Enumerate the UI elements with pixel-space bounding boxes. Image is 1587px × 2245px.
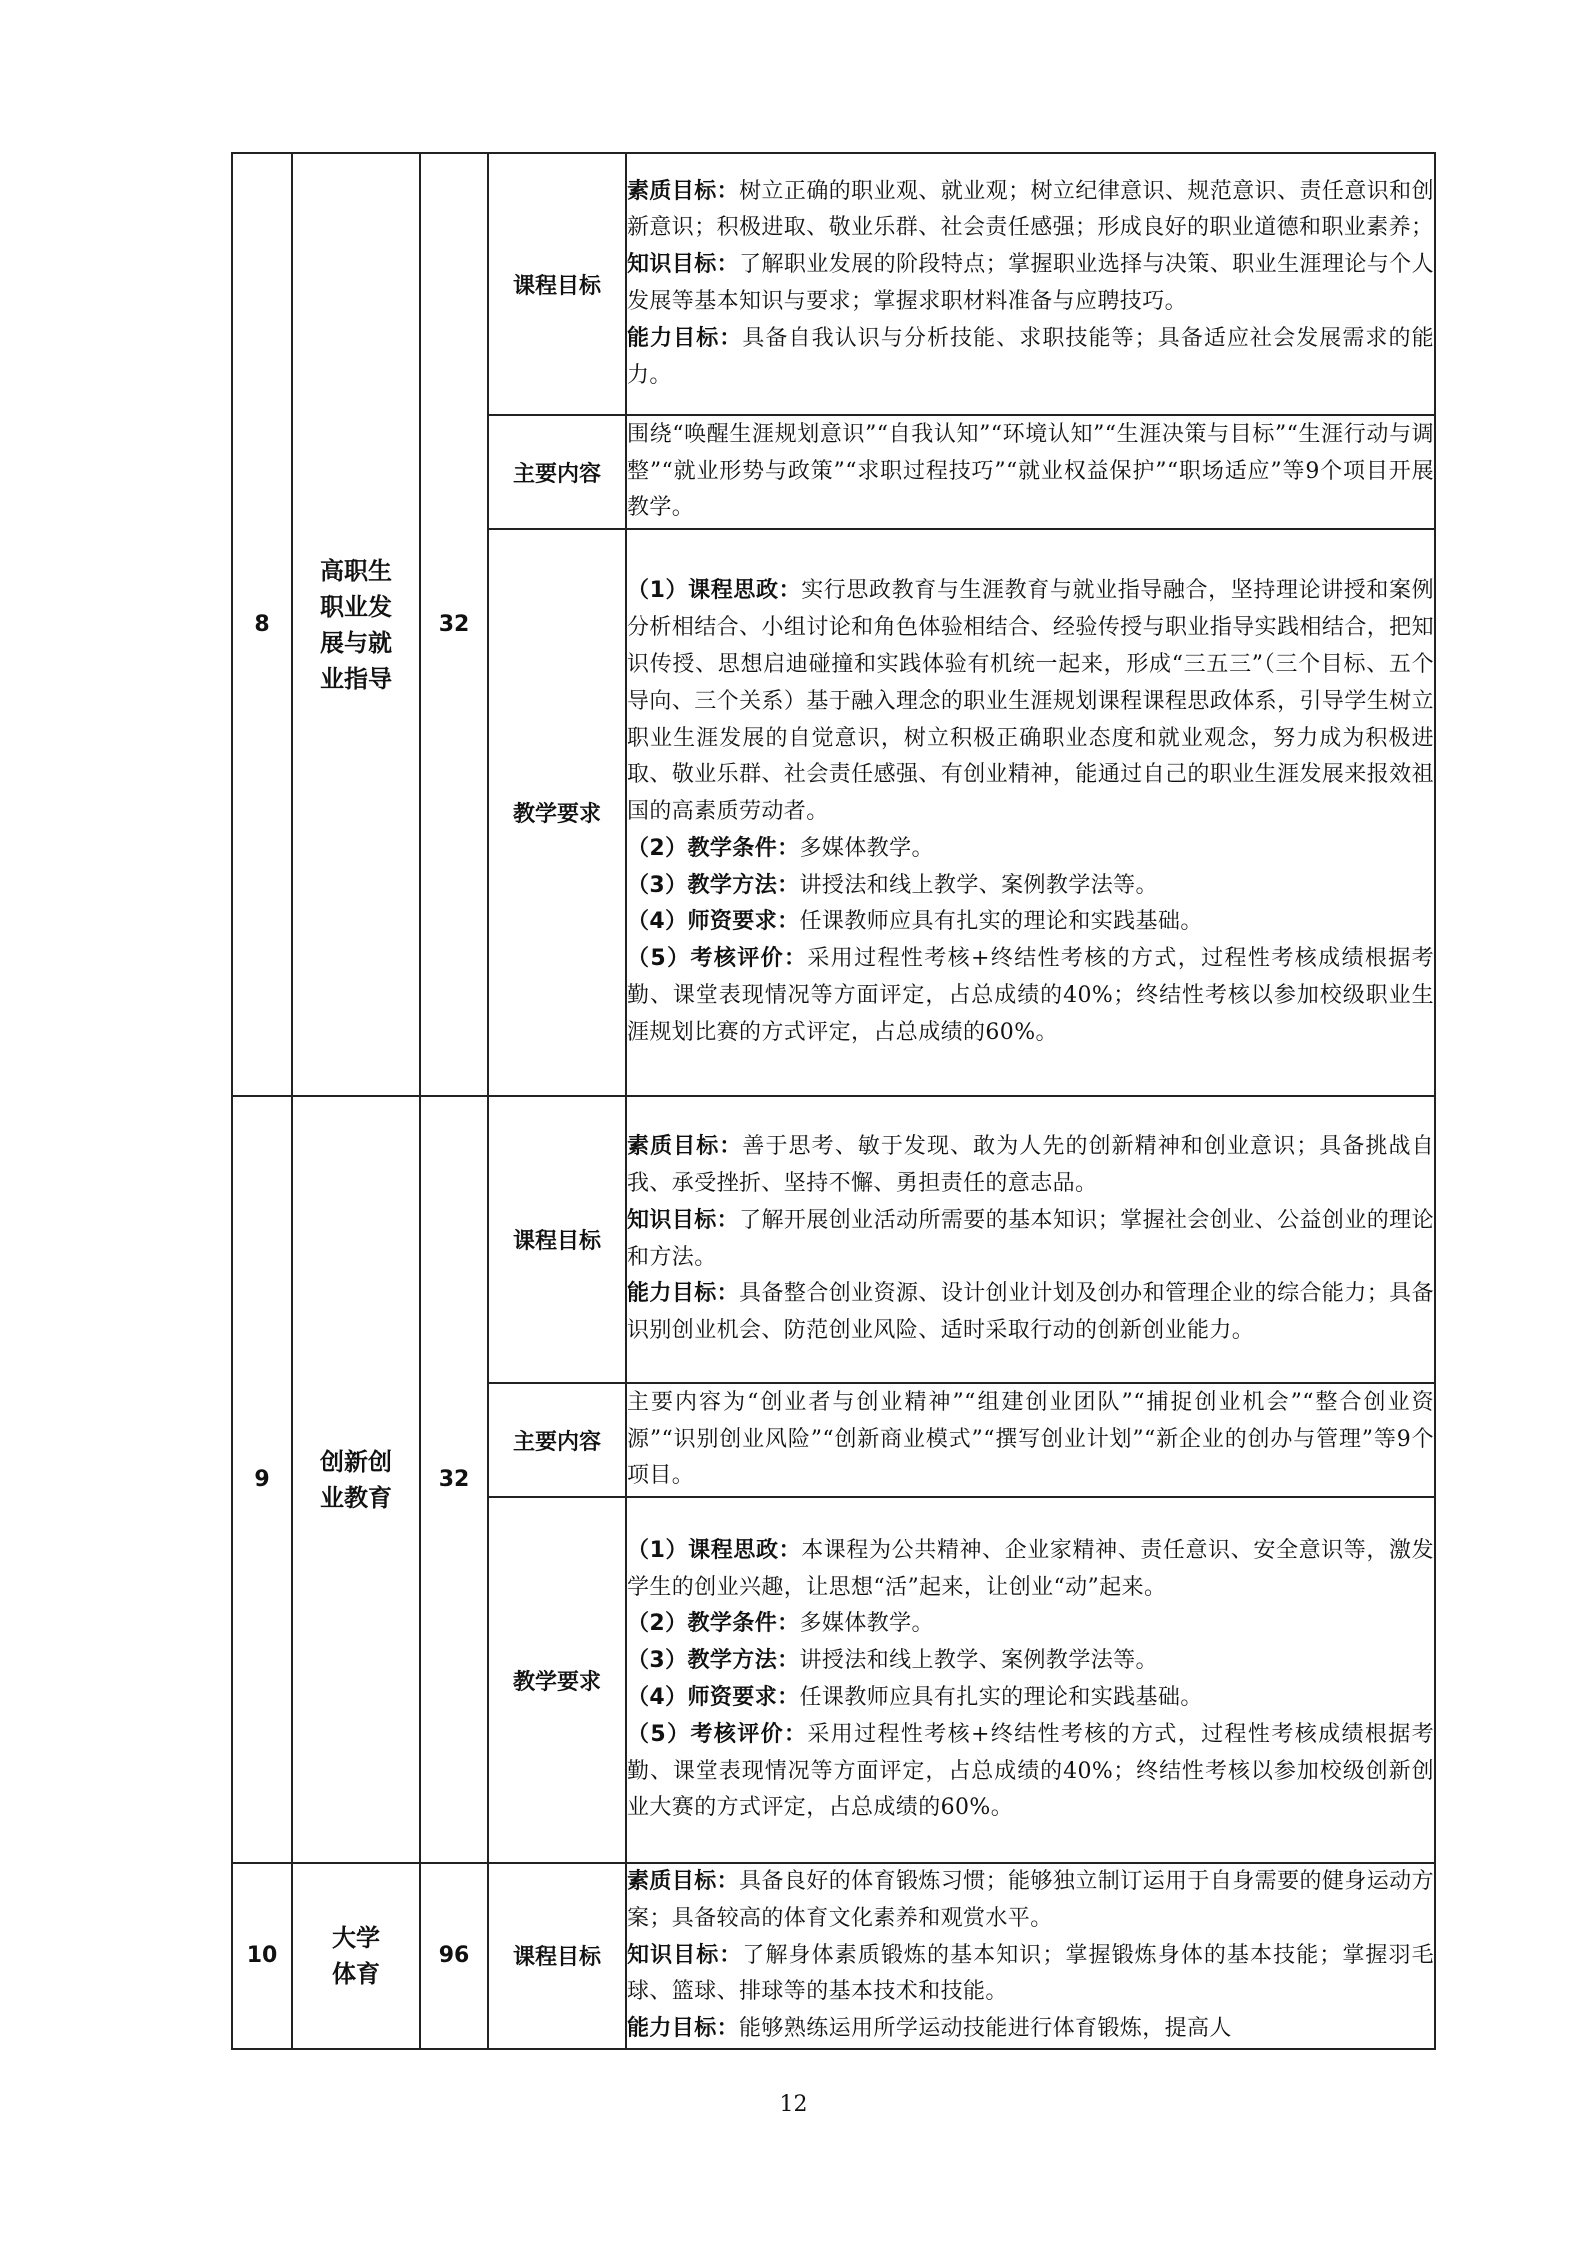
paragraph-text: 能够熟练运用所学运动技能进行体育锻炼，提高人: [739, 2016, 1232, 2042]
paragraph-text: 具备良好的体育锻炼习惯；能够独立制订运用于自身需要的健身运动方案；具备较高的体育文化素养和观赏水平。: [627, 1869, 1434, 1931]
paragraph: [627, 1385, 1434, 1495]
paragraph: [627, 1938, 1434, 2012]
paragraph: [627, 904, 1434, 941]
paragraph-head: （2）教学条件：: [627, 835, 800, 861]
paragraph-text: 围绕“唤醒生涯规划意识”“自我认知”“环境认知”“生涯决策与目标”“生涯行动与调整”“就业形势与政策”“求职过程技巧”“就业权益保护”“职场适应”等9个项目开展教学。: [627, 421, 1434, 521]
paragraph-text: 了解职业发展的阶段特点；掌握职业选择与决策、职业生涯理论与个人发展等基本知识与要求；掌握求职材料准备与应聘技巧。: [627, 252, 1434, 314]
course-name: [292, 1863, 420, 2049]
section-label: 课程目标: [488, 153, 626, 415]
paragraph: [627, 417, 1434, 527]
section-label: 教学要求: [488, 529, 626, 1096]
paragraph-head: （3）教学方法：: [627, 1648, 800, 1674]
paragraph: [627, 1203, 1434, 1277]
paragraph-head: （4）师资要求：: [627, 1685, 800, 1710]
paragraph-text: 本课程为公共精神、企业家精神、责任意识、安全意识等，激发学生的创业兴趣，让思想“活”起来，让创业“动”起来。: [627, 1537, 1435, 1600]
paragraph-head: （3）教学方法：: [627, 872, 800, 898]
course-name-line: 业指导: [320, 664, 392, 693]
section-content: [626, 153, 1435, 415]
course-number: 9: [232, 1096, 292, 1863]
course-hours: 96: [420, 1863, 488, 2049]
paragraph: [627, 831, 1434, 868]
paragraph-head: （5）考核评价：: [627, 946, 808, 972]
paragraph-text: 了解开展创业活动所需要的基本知识；掌握社会创业、公益创业的理论和方法。: [627, 1207, 1434, 1270]
paragraph: [627, 1276, 1434, 1350]
course-number: 8: [232, 153, 292, 1096]
paragraph: [627, 1643, 1434, 1680]
section-content: [626, 1863, 1435, 2049]
section-content: [626, 1497, 1435, 1863]
paragraph-head: 知识目标：: [627, 1207, 740, 1233]
paragraph-head: 知识目标：: [627, 1942, 743, 1968]
paragraph: [627, 1533, 1434, 1607]
paragraph: [627, 1606, 1434, 1643]
course-name-line: 大学: [332, 1923, 380, 1952]
course-name-line: 体育: [332, 1959, 380, 1988]
paragraph: [627, 1129, 1434, 1203]
paragraph-text: 多媒体教学。: [799, 835, 934, 861]
paragraph: [627, 2011, 1434, 2048]
section-label: 课程目标: [488, 1096, 626, 1383]
course-name-line: 展与就: [320, 628, 392, 657]
paragraph: [627, 321, 1434, 395]
paragraph-text: 任课教师应具有扎实的理论和实践基础。: [799, 1685, 1203, 1710]
course-name-line: 创新创: [320, 1447, 392, 1476]
section-content: [626, 415, 1435, 529]
paragraph: [627, 1864, 1434, 1938]
paragraph-head: 能力目标：: [627, 2016, 740, 2042]
paragraph: [627, 868, 1434, 905]
section-content: [626, 529, 1435, 1096]
paragraph-text: 树立正确的职业观、就业观；树立纪律意识、规范意识、责任意识和创新意识；积极进取、敬业乐群、社会责任感强；形成良好的职业道德和职业素养；: [627, 178, 1434, 241]
paragraph-head: 素质目标：: [627, 1134, 743, 1160]
paragraph-head: （1）课程思政：: [627, 578, 802, 604]
table-row: [232, 153, 1435, 415]
page-number: 12: [779, 2092, 808, 2117]
paragraph-text: 了解身体素质锻炼的基本知识；掌握锻炼身体的基本技能；掌握羽毛球、篮球、排球等的基本技术和技能。: [627, 1942, 1434, 2005]
paragraph-head: （2）教学条件：: [627, 1611, 800, 1637]
paragraph-text: 善于思考、敏于发现、敢为人先的创新精神和创业意识；具备挑战自我、承受挫折、坚持不懈、勇担责任的意志品。: [627, 1134, 1434, 1196]
paragraph-text: 讲授法和线上教学、案例教学法等。: [799, 1648, 1158, 1674]
course-hours: 32: [420, 153, 488, 1096]
paragraph: [627, 1680, 1434, 1717]
paragraph-text: 多媒体教学。: [799, 1611, 934, 1637]
course-name-line: 业教育: [320, 1483, 392, 1512]
table-row: [232, 1096, 1435, 1383]
paragraph-head: （1）课程思政：: [627, 1537, 802, 1563]
paragraph: [627, 174, 1434, 248]
paragraph-text: 主要内容为“创业者与创业精神”“组建创业团队”“捕捉创业机会”“整合创业资源”“识别创业风险”“创新商业模式”“撰写创业计划”“新企业的创办与管理”等9个项目。: [627, 1389, 1434, 1489]
course-name-line: 职业发: [320, 592, 392, 621]
section-content: [626, 1383, 1435, 1497]
course-name: [292, 1096, 420, 1863]
paragraph-head: 能力目标：: [627, 1281, 740, 1307]
paragraph-head: 能力目标：: [627, 325, 743, 351]
paragraph-head: 素质目标：: [627, 1869, 740, 1894]
paragraph-head: （4）师资要求：: [627, 909, 800, 935]
paragraph-text: 具备整合创业资源、设计创业计划及创办和管理企业的综合能力；具备识别创业机会、防范创业风险、适时采取行动的创新创业能力。: [627, 1281, 1434, 1344]
paragraph-head: 知识目标：: [627, 252, 740, 278]
paragraph-head: （5）考核评价：: [627, 1721, 808, 1747]
section-label: 主要内容: [488, 415, 626, 529]
course-number: 10: [232, 1863, 292, 2049]
course-name-line: 高职生: [320, 556, 392, 585]
paragraph-text: 实行思政教育与生涯教育与就业指导融合，坚持理论讲授和案例分析相结合、小组讨论和角色体验相结合、经验传授与职业指导实践相结合，把知识传授、思想启迪碰撞和实践体验有机统一起来，形成“三五三”（三个目标、五个导向、三个关系）基于融入理念的职业生涯规划课程课程思政体系，引导学生树立职业生涯发展的自觉意识，树立积极正确职业态度和就业观念，努力成为积极进取、敬业乐群、社会责任感强、有创业精神，能通过自己的职业生涯发展来报效祖国的高素质劳动者。: [627, 578, 1435, 825]
table-row: [232, 1863, 1435, 2049]
paragraph-text: 采用过程性考核+终结性考核的方式，过程性考核成绩根据考勤、课堂表现情况等方面评定，占总成绩的40%；终结性考核以参加校级创新创业大赛的方式评定，占总成绩的60%。: [627, 1721, 1434, 1821]
paragraph: [627, 573, 1434, 831]
paragraph: [627, 247, 1434, 321]
course-table: [231, 152, 1436, 2050]
course-name: [292, 153, 420, 1096]
paragraph-text: 讲授法和线上教学、案例教学法等。: [799, 872, 1158, 898]
paragraph-text: 具备自我认识与分析技能、求职技能等；具备适应社会发展需求的能力。: [627, 325, 1434, 388]
paragraph-text: 任课教师应具有扎实的理论和实践基础。: [799, 909, 1203, 935]
section-content: [626, 1096, 1435, 1383]
section-label: 主要内容: [488, 1383, 626, 1497]
section-label: 课程目标: [488, 1863, 626, 2049]
course-hours: 32: [420, 1096, 488, 1863]
paragraph-head: 素质目标：: [627, 178, 740, 204]
paragraph-text: 采用过程性考核+终结性考核的方式，过程性考核成绩根据考勤、课堂表现情况等方面评定，占总成绩的40%；终结性考核以参加校级职业生涯规划比赛的方式评定，占总成绩的60%。: [627, 946, 1434, 1045]
section-label: 教学要求: [488, 1497, 626, 1863]
paragraph: [627, 941, 1434, 1051]
paragraph: [627, 1717, 1434, 1827]
